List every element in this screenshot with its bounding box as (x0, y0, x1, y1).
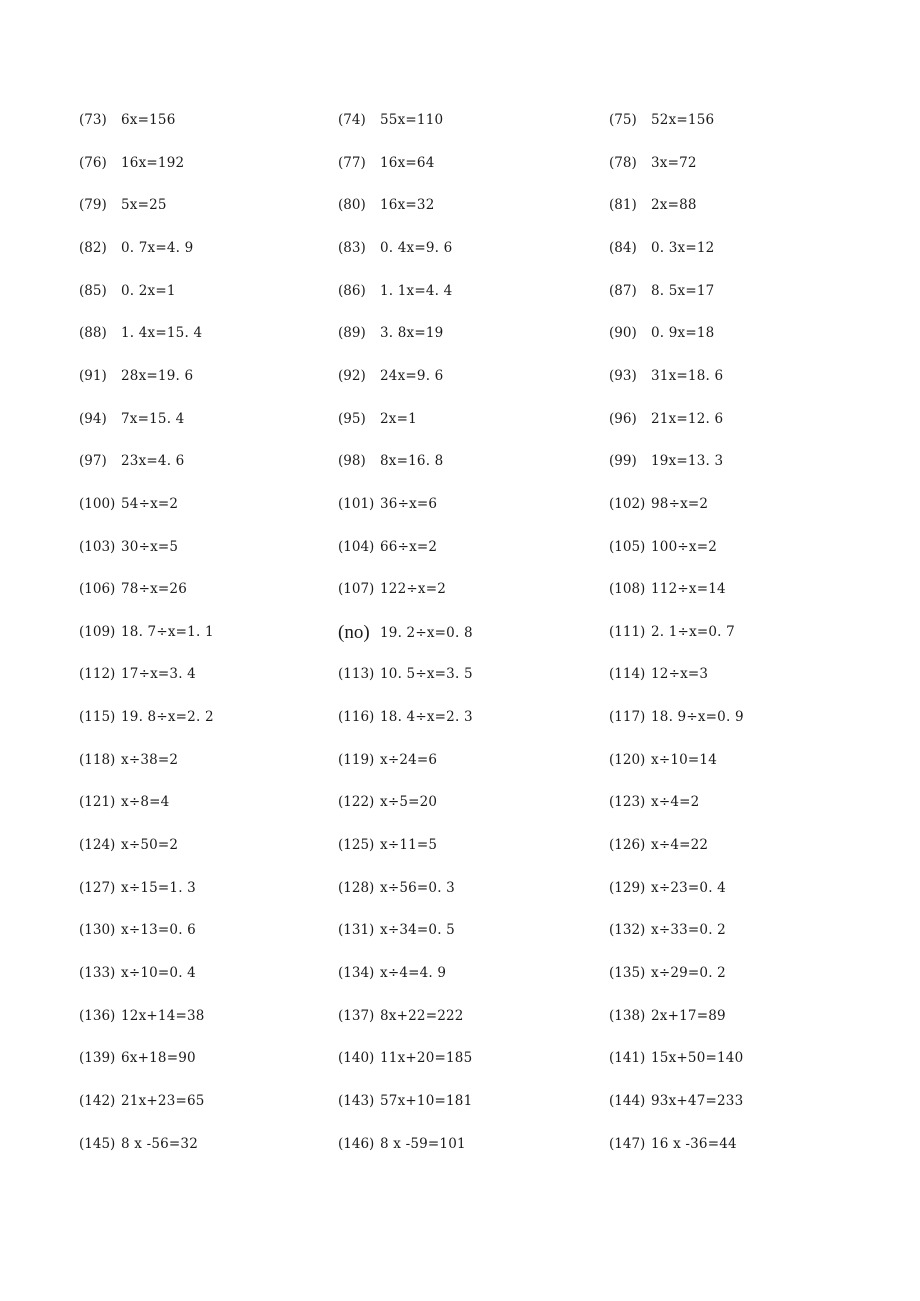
problem-row (0, 877, 920, 899)
problem-number: (no) (338, 622, 370, 643)
problem-number: (76) (79, 155, 107, 171)
equation-problem (79, 1090, 205, 1112)
problem-number: (106) (79, 581, 116, 597)
problem-number: (100) (79, 496, 116, 512)
problem-number: (75) (609, 112, 637, 128)
equation-text: x÷24=6 (380, 752, 438, 768)
equation-problem (338, 408, 417, 430)
equation-problem (79, 109, 175, 131)
problem-number: (143) (338, 1093, 375, 1109)
equation-text: 30÷x=5 (121, 539, 179, 555)
equation-problem (338, 280, 452, 302)
equation-text: 6x=156 (121, 112, 176, 128)
equation-text: 21x+23=65 (121, 1093, 205, 1109)
problem-row (0, 365, 920, 387)
equation-text: 21x=12. 6 (651, 411, 724, 427)
problem-row (0, 152, 920, 174)
equation-text: 98÷x=2 (651, 496, 709, 512)
problem-number: (138) (609, 1008, 646, 1024)
equation-problem (79, 152, 184, 174)
equation-problem (338, 749, 437, 771)
problem-row (0, 749, 920, 771)
problem-number: (79) (79, 197, 107, 213)
equation-problem (79, 1047, 196, 1069)
problem-number: (93) (609, 368, 637, 384)
problem-row (0, 1090, 920, 1112)
equation-problem (609, 280, 714, 302)
equation-text: 16x=64 (380, 155, 435, 171)
equation-text: 18. 9÷x=0. 9 (651, 709, 744, 725)
equation-problem (79, 237, 193, 259)
problem-number: (103) (79, 539, 116, 555)
equation-text: 112÷x=14 (651, 581, 726, 597)
equation-text: 23x=4. 6 (121, 453, 185, 469)
equation-problem (609, 1005, 726, 1027)
equation-text: 57x+10=181 (380, 1093, 473, 1109)
equation-text: 55x=110 (380, 112, 444, 128)
problem-number: (135) (609, 965, 646, 981)
equation-problem (79, 578, 187, 600)
equation-text: 11x+20=185 (380, 1050, 473, 1066)
equation-problem (79, 834, 178, 856)
equation-text: x÷10=0. 4 (121, 965, 196, 981)
equation-text: 0. 2x=1 (121, 283, 176, 299)
equation-problem (609, 1090, 743, 1112)
equation-problem (609, 621, 735, 643)
equation-problem (338, 1133, 466, 1155)
equation-problem (79, 1133, 198, 1155)
problem-number: (126) (609, 837, 646, 853)
equation-problem (79, 962, 196, 984)
equation-problem (338, 493, 437, 515)
equation-problem (338, 621, 473, 643)
equation-text: 16 x -36=44 (651, 1136, 737, 1152)
equation-problem (338, 152, 434, 174)
equation-text: x÷29=0. 2 (651, 965, 726, 981)
problem-row (0, 408, 920, 430)
problem-number: (101) (338, 496, 375, 512)
equation-problem (338, 365, 443, 387)
problem-number: (132) (609, 922, 646, 938)
equation-text: 54÷x=2 (121, 496, 179, 512)
problem-number: (116) (338, 709, 375, 725)
equation-problem (79, 280, 176, 302)
equation-text: 31x=18. 6 (651, 368, 724, 384)
problem-row (0, 322, 920, 344)
equation-text: x÷15=1. 3 (121, 880, 196, 896)
problem-number: (147) (609, 1136, 646, 1152)
problem-number: (136) (79, 1008, 116, 1024)
equation-problem (338, 962, 446, 984)
problem-number: (115) (79, 709, 116, 725)
equation-problem (338, 450, 443, 472)
problem-number: (77) (338, 155, 366, 171)
problem-number: (80) (338, 197, 366, 213)
equation-text: 1. 4x=15. 4 (121, 325, 203, 341)
equation-problem (79, 493, 178, 515)
equation-problem (79, 1005, 205, 1027)
equation-text: x÷33=0. 2 (651, 922, 726, 938)
equation-text: x÷23=0. 4 (651, 880, 726, 896)
equation-problem (338, 322, 443, 344)
equation-text: 12x+14=38 (121, 1008, 205, 1024)
problem-number: (84) (609, 240, 637, 256)
problem-row (0, 450, 920, 472)
problem-number: (131) (338, 922, 375, 938)
problem-number: (83) (338, 240, 366, 256)
equation-text: 7x=15. 4 (121, 411, 185, 427)
equation-text: 3. 8x=19 (380, 325, 444, 341)
equation-text: 0. 7x=4. 9 (121, 240, 194, 256)
problem-number: (123) (609, 794, 646, 810)
equation-problem (609, 450, 723, 472)
problem-number: (104) (338, 539, 375, 555)
problem-number: (107) (338, 581, 375, 597)
equation-text: 15x+50=140 (651, 1050, 744, 1066)
equation-problem (79, 919, 196, 941)
problem-number: (82) (79, 240, 107, 256)
problem-number: (111) (609, 624, 646, 640)
equation-text: 100÷x=2 (651, 539, 717, 555)
equation-problem (79, 621, 214, 643)
equation-text: 78÷x=26 (121, 581, 187, 597)
equation-problem (338, 1047, 472, 1069)
equation-text: 0. 4x=9. 6 (380, 240, 453, 256)
equation-problem (338, 109, 443, 131)
equation-problem (609, 152, 697, 174)
equation-text: x÷4=22 (651, 837, 709, 853)
problem-number: (105) (609, 539, 646, 555)
equation-problem (79, 322, 202, 344)
equation-text: x÷38=2 (121, 752, 179, 768)
equation-text: 0. 3x=12 (651, 240, 715, 256)
equation-text: 2x=1 (380, 411, 417, 427)
equation-text: 10. 5÷x=3. 5 (380, 666, 473, 682)
problem-number: (89) (338, 325, 366, 341)
equation-problem (79, 408, 184, 430)
problem-row (0, 1005, 920, 1027)
equation-text: 19. 8÷x=2. 2 (121, 709, 214, 725)
problem-row (0, 280, 920, 302)
equation-text: 8 x -59=101 (380, 1136, 466, 1152)
equation-problem (609, 322, 714, 344)
equation-problem (609, 1047, 743, 1069)
problem-number: (140) (338, 1050, 375, 1066)
problem-row (0, 578, 920, 600)
problem-number: (139) (79, 1050, 116, 1066)
equation-problem (609, 834, 708, 856)
problem-number: (119) (338, 752, 375, 768)
equation-problem (79, 663, 196, 685)
equation-text: 2. 1÷x=0. 7 (651, 624, 735, 640)
equation-text: x÷13=0. 6 (121, 922, 196, 938)
equation-problem (609, 749, 717, 771)
problem-number: (129) (609, 880, 646, 896)
problem-number: (81) (609, 197, 637, 213)
equation-text: 8 x -56=32 (121, 1136, 199, 1152)
equation-problem (338, 1090, 472, 1112)
equation-problem (338, 1005, 464, 1027)
problem-row (0, 109, 920, 131)
problem-row (0, 1047, 920, 1069)
problem-number: (95) (338, 411, 366, 427)
problem-number: (146) (338, 1136, 375, 1152)
equation-text: x÷11=5 (380, 837, 438, 853)
problem-number: (90) (609, 325, 637, 341)
problem-number: (128) (338, 880, 375, 896)
equation-problem (609, 962, 726, 984)
equation-text: 6x+18=90 (121, 1050, 196, 1066)
equation-problem (609, 877, 726, 899)
problem-number: (145) (79, 1136, 116, 1152)
problem-number: (73) (79, 112, 107, 128)
problem-number: (87) (609, 283, 637, 299)
problem-number: (118) (79, 752, 116, 768)
equation-text: 8. 5x=17 (651, 283, 715, 299)
problem-number: (78) (609, 155, 637, 171)
equation-problem (609, 493, 708, 515)
equation-text: 52x=156 (651, 112, 715, 128)
problem-number: (97) (79, 453, 107, 469)
problem-number: (120) (609, 752, 646, 768)
equation-text: 36÷x=6 (380, 496, 438, 512)
problem-number: (96) (609, 411, 637, 427)
equation-problem (79, 194, 167, 216)
equation-problem (338, 791, 437, 813)
equation-text: x÷4=4. 9 (380, 965, 447, 981)
equation-problem (338, 194, 434, 216)
problem-row (0, 791, 920, 813)
equation-problem (338, 578, 446, 600)
problem-number: (92) (338, 368, 366, 384)
equation-text: 18. 4÷x=2. 3 (380, 709, 473, 725)
problem-number: (117) (609, 709, 646, 725)
problem-row (0, 706, 920, 728)
equation-text: 8x=16. 8 (380, 453, 444, 469)
equation-text: 12÷x=3 (651, 666, 709, 682)
equation-problem (79, 450, 184, 472)
problem-row (0, 621, 920, 643)
problem-row (0, 536, 920, 558)
equation-problem (609, 408, 723, 430)
equation-text: 17÷x=3. 4 (121, 666, 196, 682)
equation-text: 66÷x=2 (380, 539, 438, 555)
problem-number: (134) (338, 965, 375, 981)
problem-number: (108) (609, 581, 646, 597)
equation-problem (609, 578, 726, 600)
problem-number: (112) (79, 666, 116, 682)
problem-number: (113) (338, 666, 375, 682)
equation-text: 5x=25 (121, 197, 167, 213)
equation-problem (79, 706, 214, 728)
problem-number: (109) (79, 624, 116, 640)
equation-text: x÷4=2 (651, 794, 700, 810)
equation-problem (79, 877, 196, 899)
problem-number: (130) (79, 922, 116, 938)
problem-row (0, 663, 920, 685)
problem-row (0, 962, 920, 984)
problem-number: (74) (338, 112, 366, 128)
equation-text: x÷56=0. 3 (380, 880, 455, 896)
problem-row (0, 194, 920, 216)
equation-problem (609, 919, 726, 941)
equation-text: 8x+22=222 (380, 1008, 464, 1024)
equation-problem (609, 536, 717, 558)
equation-problem (609, 194, 697, 216)
problem-number: (127) (79, 880, 116, 896)
equation-problem (79, 536, 178, 558)
equation-problem (338, 834, 437, 856)
equation-text: 18. 7÷x=1. 1 (121, 624, 214, 640)
problem-number: (142) (79, 1093, 116, 1109)
problem-number: (88) (79, 325, 107, 341)
equation-text: x÷50=2 (121, 837, 179, 853)
problem-number: (94) (79, 411, 107, 427)
equation-text: x÷10=14 (651, 752, 717, 768)
equation-text: 0. 9x=18 (651, 325, 715, 341)
equation-text: 93x+47=233 (651, 1093, 744, 1109)
equation-problem (338, 919, 455, 941)
problem-row (0, 493, 920, 515)
problem-number: (102) (609, 496, 646, 512)
problem-row (0, 237, 920, 259)
equation-text: 19x=13. 3 (651, 453, 724, 469)
equation-text: 2x+17=89 (651, 1008, 726, 1024)
problem-number: (98) (338, 453, 366, 469)
equation-problem (609, 791, 699, 813)
equation-text: 122÷x=2 (380, 581, 446, 597)
problem-number: (144) (609, 1093, 646, 1109)
problem-row (0, 919, 920, 941)
problem-row (0, 834, 920, 856)
equation-problem (338, 237, 452, 259)
equation-text: 19. 2÷x=0. 8 (380, 625, 473, 641)
equation-problem (609, 1133, 737, 1155)
problem-number: (137) (338, 1008, 375, 1024)
problem-number: (99) (609, 453, 637, 469)
equation-problem (79, 749, 178, 771)
problem-number: (114) (609, 666, 646, 682)
equation-problem (338, 663, 473, 685)
problem-number: (141) (609, 1050, 646, 1066)
equation-text: 1. 1x=4. 4 (380, 283, 453, 299)
equation-text: 24x=9. 6 (380, 368, 444, 384)
equation-problem (79, 365, 193, 387)
equation-text: 16x=192 (121, 155, 185, 171)
equation-problem (79, 791, 169, 813)
problem-number: (91) (79, 368, 107, 384)
equation-text: x÷5=20 (380, 794, 438, 810)
problem-row (0, 1133, 920, 1155)
equation-problem (609, 237, 714, 259)
equation-text: 28x=19. 6 (121, 368, 194, 384)
problem-number: (86) (338, 283, 366, 299)
equation-problem (609, 109, 714, 131)
equation-text: 16x=32 (380, 197, 435, 213)
equation-problem (609, 706, 744, 728)
equation-text: 3x=72 (651, 155, 697, 171)
equation-text: 2x=88 (651, 197, 697, 213)
equation-text: x÷34=0. 5 (380, 922, 455, 938)
equation-text: x÷8=4 (121, 794, 170, 810)
problem-number: (133) (79, 965, 116, 981)
problem-number: (125) (338, 837, 375, 853)
equation-problem (609, 365, 723, 387)
equation-problem (338, 877, 455, 899)
equation-problem (338, 536, 437, 558)
problem-number: (85) (79, 283, 107, 299)
problem-number: (124) (79, 837, 116, 853)
problem-number: (121) (79, 794, 116, 810)
problem-number: (122) (338, 794, 375, 810)
equation-problem (609, 663, 708, 685)
equation-problem (338, 706, 473, 728)
